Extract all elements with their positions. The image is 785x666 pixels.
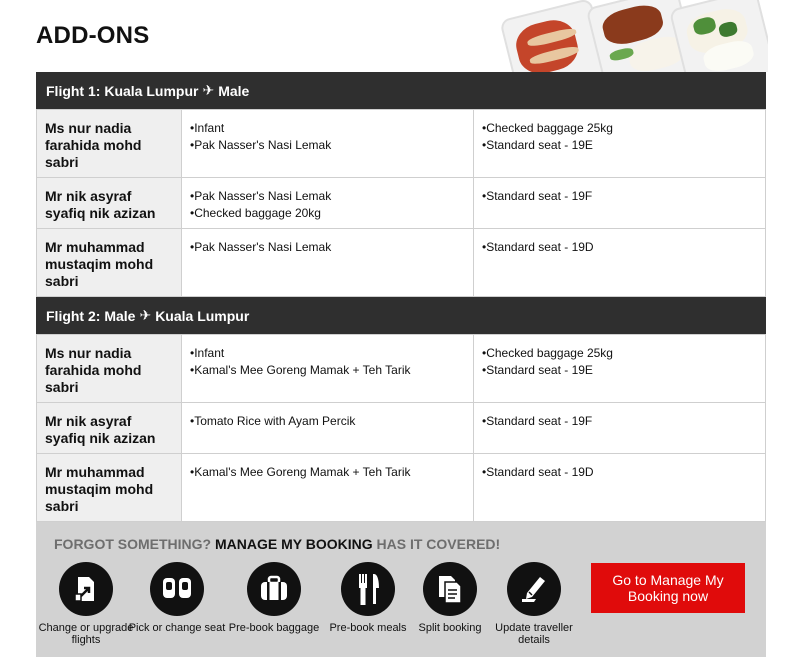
passenger-row xyxy=(37,454,766,522)
passenger-row xyxy=(37,229,766,297)
flight-label: Flight 2: xyxy=(46,307,101,324)
go-to-manage-booking-button[interactable]: Go to Manage My Booking now xyxy=(591,563,745,613)
flight-2-header xyxy=(36,297,766,334)
addon-item: • Checked baggage 20kg xyxy=(190,205,465,222)
addon-item: • Pak Nasser's Nasi Lemak xyxy=(190,188,465,205)
manage-booking-promo xyxy=(36,522,766,657)
addon-list xyxy=(474,335,766,403)
edit-details-icon xyxy=(507,562,561,616)
option-label: Update traveller details xyxy=(495,622,573,646)
flight-2-table xyxy=(36,334,766,522)
option-label: Split booking xyxy=(418,622,482,634)
passenger-row xyxy=(37,335,766,403)
addon-item: • Standard seat - 19D xyxy=(482,239,757,256)
addon-item: • Infant xyxy=(190,120,465,137)
addon-list xyxy=(182,110,474,178)
option-pick-seat[interactable] xyxy=(127,562,227,634)
promo-text-before: FORGOT SOMETHING? xyxy=(54,536,212,552)
passenger-name: Mr nik asyraf syafiq nik azizan xyxy=(37,403,182,454)
meal-banner-image xyxy=(500,0,768,72)
addon-item: • Tomato Rice with Ayam Percik xyxy=(190,413,465,430)
flight-1-table xyxy=(36,109,766,297)
flight-destination: Kuala Lumpur xyxy=(155,307,250,324)
flight-destination: Male xyxy=(218,82,250,99)
promo-headline xyxy=(54,536,500,552)
option-update-traveller[interactable] xyxy=(484,562,584,646)
addon-list xyxy=(182,335,474,403)
option-label: Pre-book meals xyxy=(329,622,407,634)
baggage-icon xyxy=(247,562,301,616)
split-booking-icon xyxy=(423,562,477,616)
addon-list xyxy=(182,403,474,454)
plane-icon: ✈ xyxy=(202,82,215,98)
passenger-row xyxy=(37,178,766,229)
addon-item: • Pak Nasser's Nasi Lemak xyxy=(190,137,465,154)
addon-list xyxy=(182,229,474,297)
promo-text-after: HAS IT COVERED! xyxy=(376,536,501,552)
plane-icon: ✈ xyxy=(139,307,152,323)
change-flight-icon xyxy=(59,562,113,616)
option-label: Change or upgrade flights xyxy=(38,622,134,646)
addon-item: • Kamal's Mee Goreng Mamak + Teh Tarik xyxy=(190,362,465,379)
seat-icon xyxy=(150,562,204,616)
passenger-name: Ms nur nadia farahida mohd sabri xyxy=(37,110,182,178)
addons-summary xyxy=(36,72,766,657)
addon-list xyxy=(474,403,766,454)
flight-1-header xyxy=(36,72,766,109)
addon-item: • Standard seat - 19E xyxy=(482,362,757,379)
addon-item: • Standard seat - 19F xyxy=(482,188,757,205)
addon-list xyxy=(182,454,474,522)
passenger-name: Mr muhammad mustaqim mohd sabri xyxy=(37,229,182,297)
page-title: ADD-ONS xyxy=(36,22,150,49)
addon-item: • Infant xyxy=(190,345,465,362)
addon-list xyxy=(474,454,766,522)
addon-item: • Checked baggage 25kg xyxy=(482,120,757,137)
flight-label: Flight 1: xyxy=(46,82,101,99)
option-label: Pre-book baggage xyxy=(228,622,320,634)
meal-icon xyxy=(341,562,395,616)
addon-list xyxy=(182,178,474,229)
flight-origin: Kuala Lumpur xyxy=(104,82,199,99)
addon-item: • Checked baggage 25kg xyxy=(482,345,757,362)
option-prebook-baggage[interactable] xyxy=(224,562,324,634)
passenger-row xyxy=(37,110,766,178)
option-label: Pick or change seat xyxy=(128,622,226,634)
flight-origin: Male xyxy=(104,307,136,324)
addon-list xyxy=(474,178,766,229)
addon-list xyxy=(474,229,766,297)
passenger-name: Ms nur nadia farahida mohd sabri xyxy=(37,335,182,403)
passenger-name: Mr muhammad mustaqim mohd sabri xyxy=(37,454,182,522)
passenger-name: Mr nik asyraf syafiq nik azizan xyxy=(37,178,182,229)
addon-item: • Pak Nasser's Nasi Lemak xyxy=(190,239,465,256)
addon-item: • Standard seat - 19D xyxy=(482,464,757,481)
promo-text-highlight: MANAGE MY BOOKING xyxy=(215,536,373,552)
passenger-row xyxy=(37,403,766,454)
addon-item: • Kamal's Mee Goreng Mamak + Teh Tarik xyxy=(190,464,465,481)
addon-item: • Standard seat - 19E xyxy=(482,137,757,154)
option-change-flights[interactable] xyxy=(36,562,136,646)
addon-list xyxy=(474,110,766,178)
addon-item: • Standard seat - 19F xyxy=(482,413,757,430)
